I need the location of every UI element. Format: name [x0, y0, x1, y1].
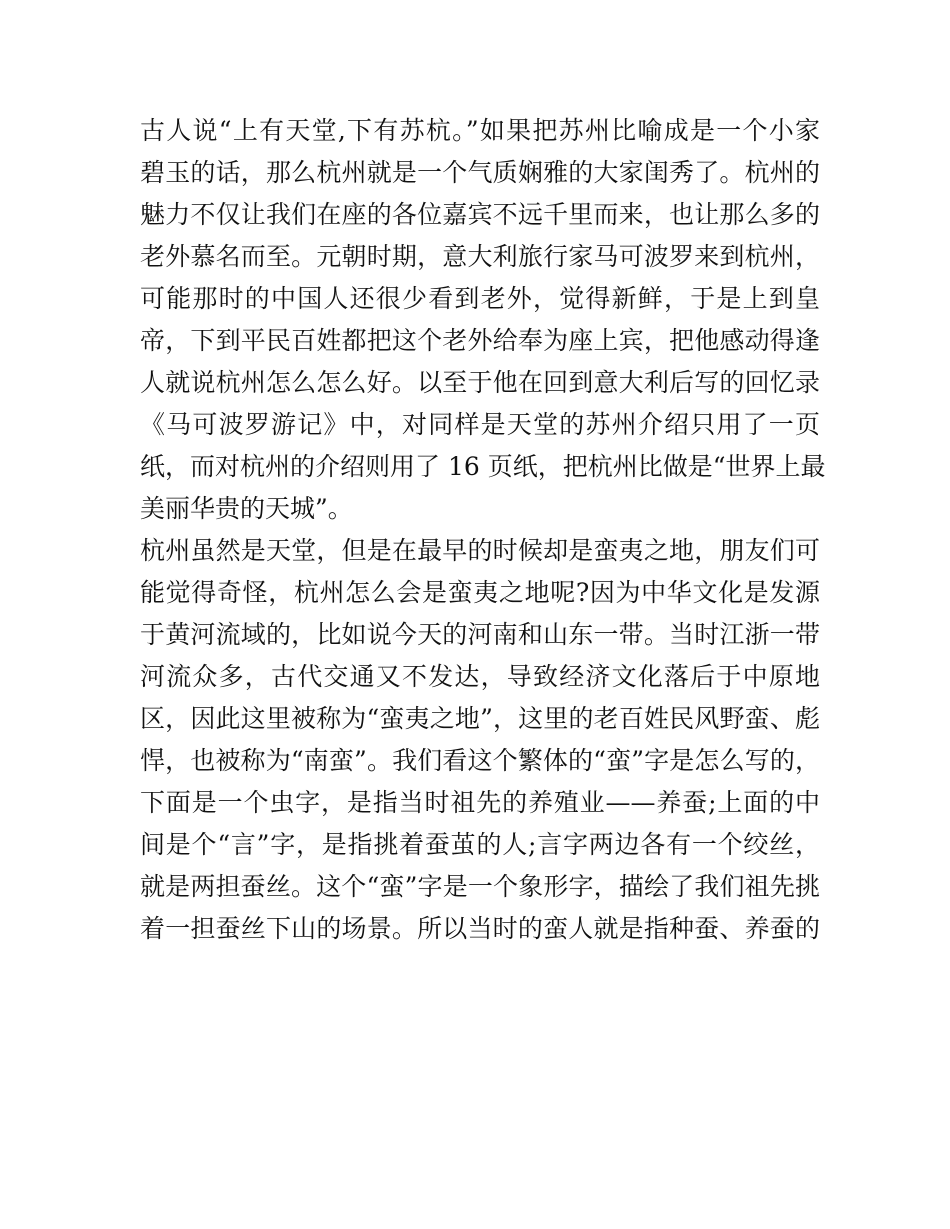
text-line: 区，因此这里被称为“蛮夷之地”，这里的老百姓民风野蛮、彪: [140, 704, 820, 733]
text-line: 古人说“上有天堂,下有苏杭。”如果把苏州比喻成是一个小家: [140, 116, 820, 145]
text-line: 人就说杭州怎么怎么好。以至于他在回到意大利后写的回忆录: [140, 368, 820, 397]
text-line: 老外慕名而至。元朝时期，意大利旅行家马可波罗来到杭州，: [140, 242, 820, 271]
text-line: 河流众多，古代交通又不发达，导致经济文化落后于中原地: [140, 662, 820, 691]
text-line: 碧玉的话，那么杭州就是一个气质娴雅的大家闺秀了。杭州的: [140, 158, 820, 187]
text-line: 《马可波罗游记》中，对同样是天堂的苏州介绍只用了一页: [140, 410, 820, 439]
text-line: 杭州虽然是天堂，但是在最早的时候却是蛮夷之地，朋友们可: [140, 536, 820, 565]
text-line: 于黄河流域的，比如说今天的河南和山东一带。当时江浙一带: [140, 620, 820, 649]
text-line: 下面是一个虫字，是指当时祖先的养殖业——养蚕;上面的中: [140, 788, 820, 817]
text-line: 悍，也被称为“南蛮”。我们看这个繁体的“蛮”字是怎么写的，: [140, 746, 820, 775]
text-line: 就是两担蚕丝。这个“蛮”字是一个象形字，描绘了我们祖先挑: [140, 872, 820, 901]
text-line: 魅力不仅让我们在座的各位嘉宾不远千里而来，也让那么多的: [140, 200, 820, 229]
text-line: 能觉得奇怪，杭州怎么会是蛮夷之地呢?因为中华文化是发源: [140, 578, 820, 607]
text-line: 着一担蚕丝下山的场景。所以当时的蛮人就是指种蚕、养蚕的: [140, 914, 820, 943]
body-text: [140, 110, 826, 950]
text-line: 纸，而对杭州的介绍则用了 16 页纸，把杭州比做是“世界上最: [140, 452, 826, 481]
text-line: 间是个“言”字，是指挑着蚕茧的人;言字两边各有一个绞丝，: [140, 830, 820, 859]
text-line: 美丽华贵的天城”。: [140, 494, 353, 523]
paragraph-1: [140, 110, 826, 530]
paragraph-2: [140, 530, 820, 950]
text-line: 可能那时的中国人还很少看到老外，觉得新鲜，于是上到皇: [140, 284, 820, 313]
text-line: 帝，下到平民百姓都把这个老外给奉为座上宾，把他感动得逢: [140, 326, 820, 355]
